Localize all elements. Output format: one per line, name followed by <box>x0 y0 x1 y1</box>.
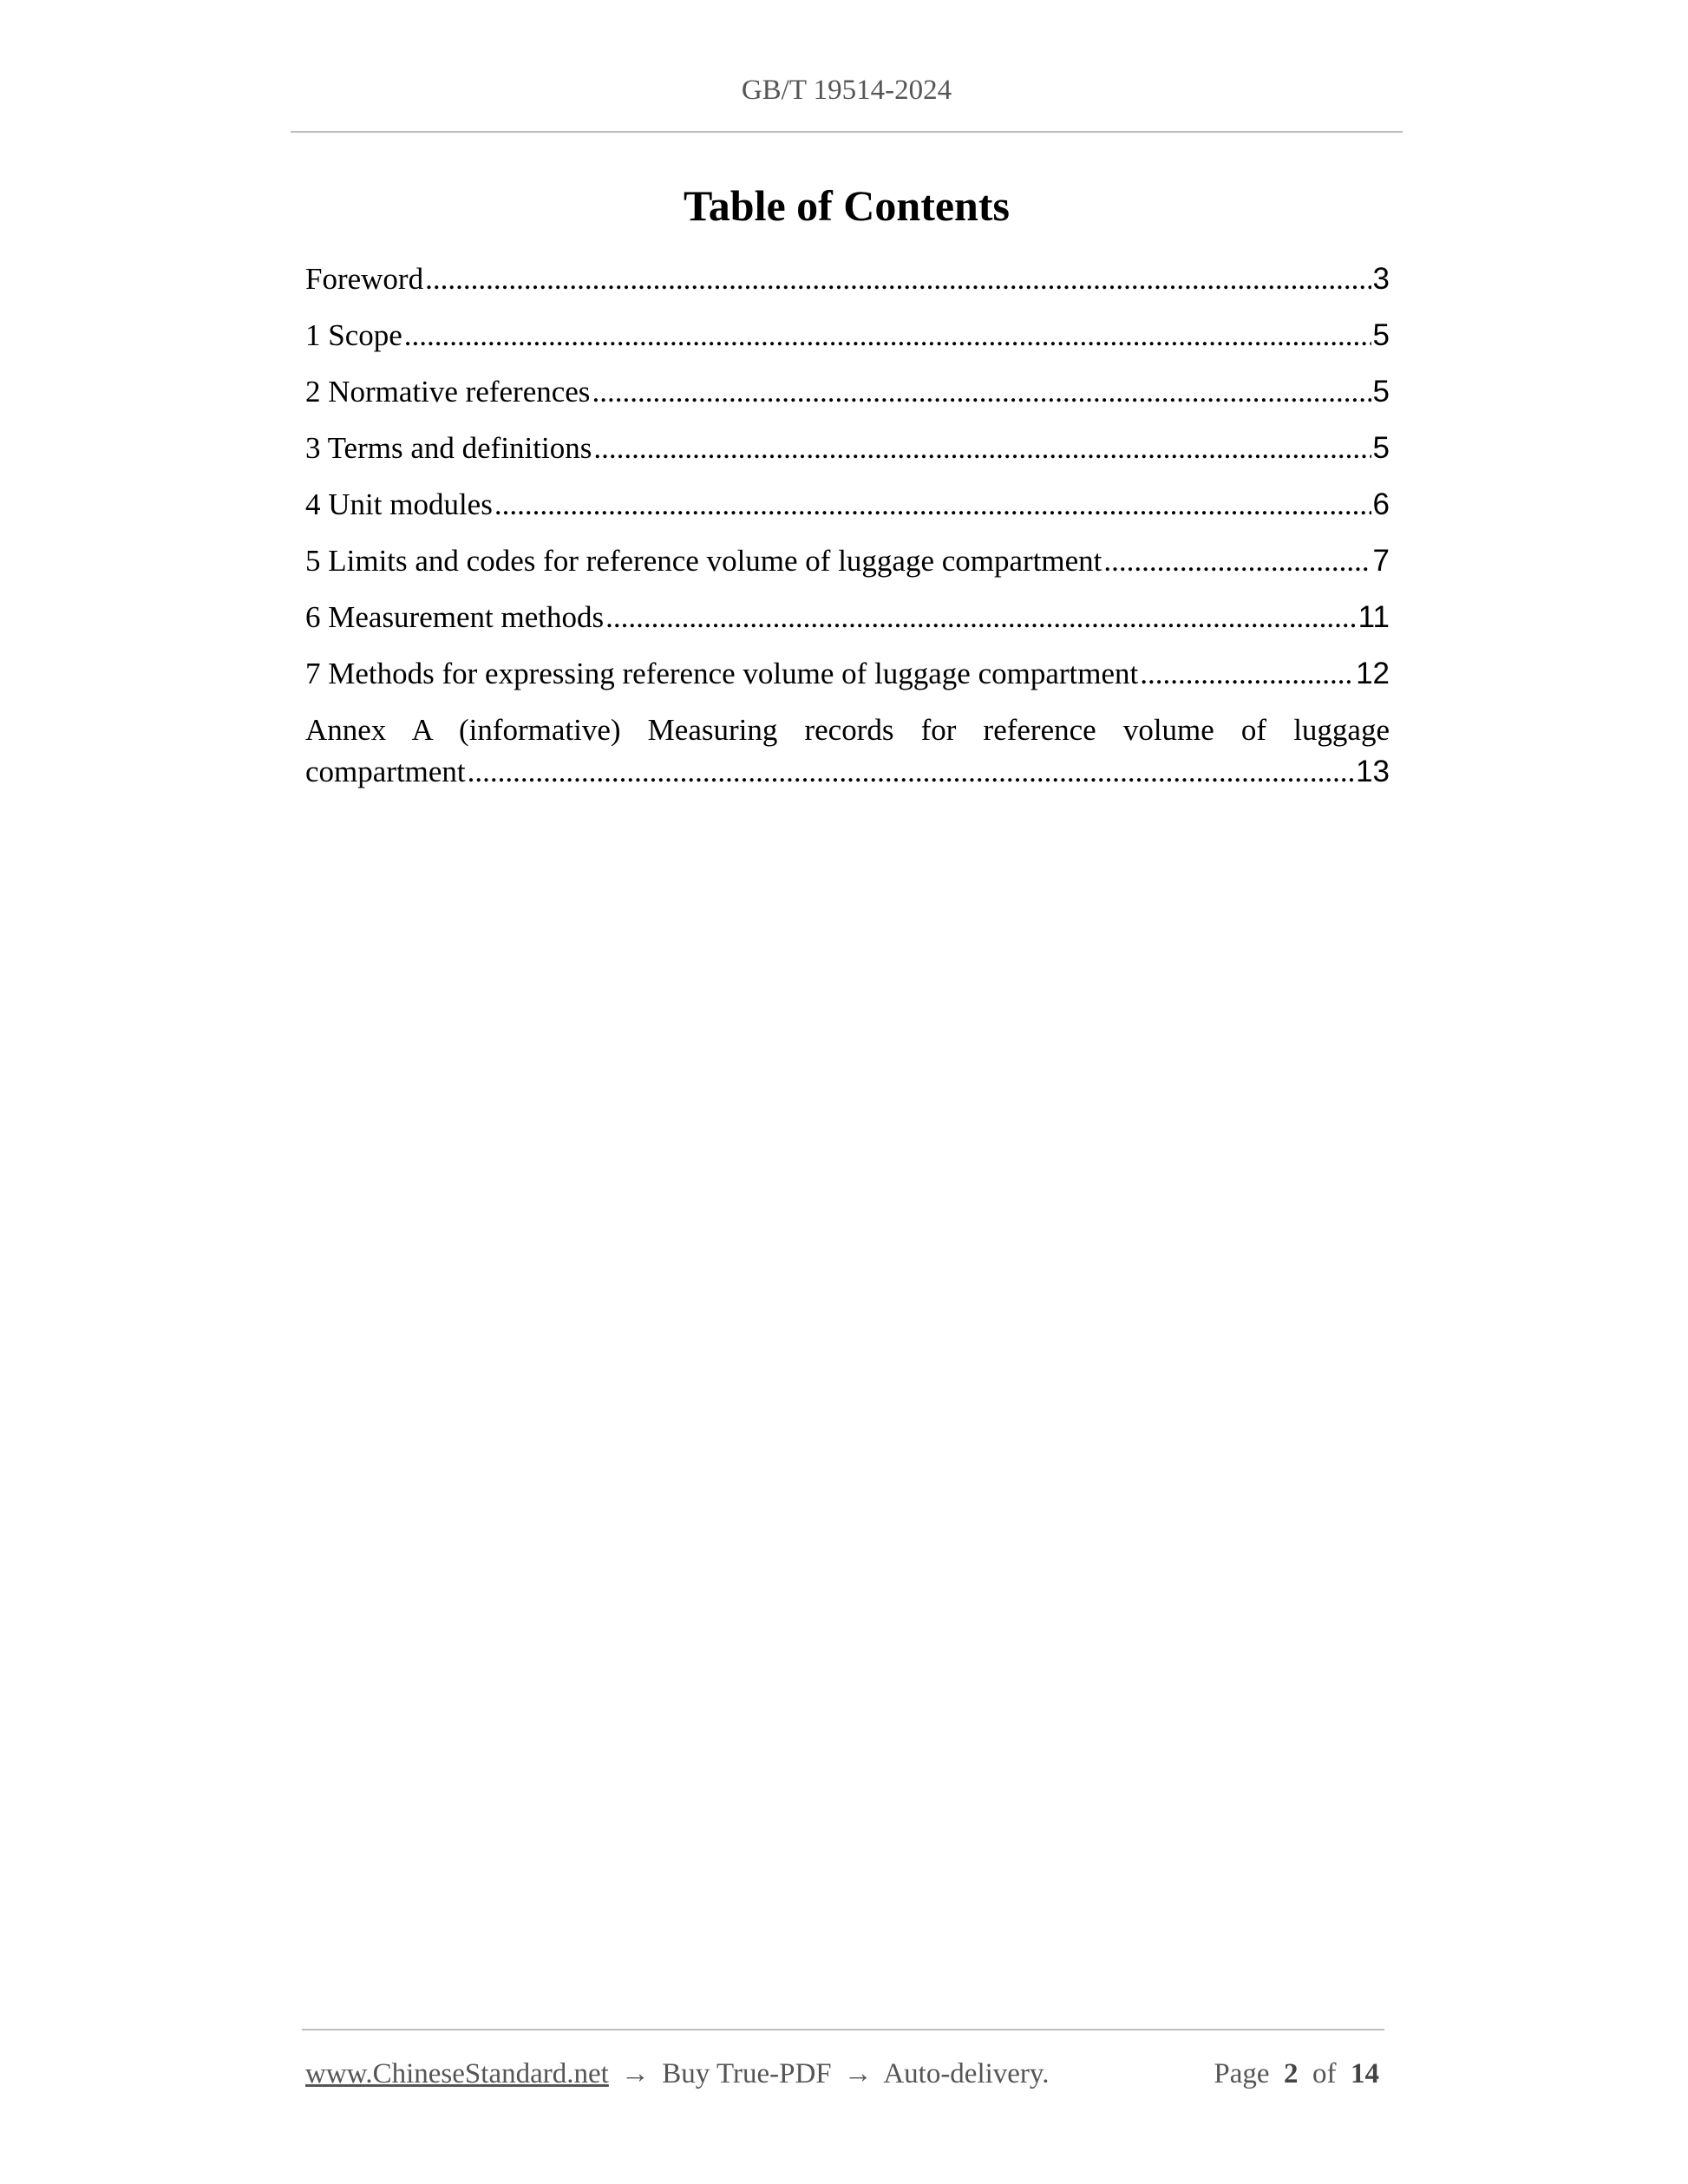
footer-promo <box>305 2058 1050 2090</box>
toc-entry-label: 4 Unit modules <box>305 487 493 521</box>
toc-entry-page: 5 <box>1372 431 1390 465</box>
toc-leader-dots <box>1140 653 1354 695</box>
toc-leader-dots <box>425 258 1371 300</box>
page-word: Page <box>1214 2058 1270 2089</box>
toc-entry-page: 13 <box>1356 755 1390 788</box>
toc-leader-dots <box>592 371 1371 413</box>
toc-entry-unit-modules[interactable] <box>305 484 1390 526</box>
toc-entry-limits-codes[interactable] <box>305 540 1390 582</box>
toc-entry-label: 2 Normative references <box>305 375 591 409</box>
toc-entry-page: 5 <box>1372 375 1390 409</box>
toc-leader-dots <box>605 597 1357 638</box>
toc-entry-annex-a[interactable] <box>305 709 1390 793</box>
toc-entry-page: 3 <box>1372 262 1390 296</box>
toc-entry-label: 3 Terms and definitions <box>305 431 592 465</box>
toc-leader-dots <box>468 751 1354 793</box>
toc-leader-dots <box>1103 540 1371 582</box>
toc-entry-label: 6 Measurement methods <box>305 600 605 634</box>
toc-entry-page: 5 <box>1372 318 1390 352</box>
toc-entry-expressing-methods[interactable] <box>305 653 1390 695</box>
toc-entry-label: 7 Methods for expressing reference volume of luggage compartment <box>305 657 1139 690</box>
toc-entry-measurement-methods[interactable] <box>305 597 1390 638</box>
buy-pdf-text: Buy True-PDF <box>662 2058 832 2089</box>
toc-entry-normative-references[interactable] <box>305 371 1390 413</box>
of-word: of <box>1312 2058 1337 2089</box>
total-pages: 14 <box>1351 2058 1379 2089</box>
table-of-contents <box>305 258 1390 793</box>
toc-leader-dots <box>404 315 1371 356</box>
current-page: 2 <box>1284 2058 1299 2089</box>
toc-entry-line2 <box>305 751 1390 793</box>
arrow-right-icon: → <box>843 2058 873 2089</box>
toc-entry-page: 11 <box>1358 600 1390 634</box>
toc-entry-label-line1: Annex A (informative) Measuring records for reference volume of luggage <box>305 713 1390 747</box>
page-header <box>291 0 1403 133</box>
toc-entry-page: 6 <box>1372 487 1390 521</box>
toc-entry-foreword[interactable] <box>305 258 1390 300</box>
toc-entry-page: 7 <box>1372 544 1390 578</box>
toc-title: Table of Contents <box>684 181 1010 230</box>
auto-delivery-text: Auto-delivery. <box>883 2058 1050 2089</box>
page-number <box>1214 2058 1379 2090</box>
toc-entry-label: 1 Scope <box>305 318 402 352</box>
toc-entry-label-line2: compartment <box>305 755 466 788</box>
standard-code: GB/T 19514-2024 <box>741 75 952 106</box>
toc-entry-page: 12 <box>1356 657 1390 690</box>
toc-entry-label: 5 Limits and codes for reference volume of luggage compartment <box>305 544 1102 578</box>
toc-entry-terms-definitions[interactable] <box>305 428 1390 469</box>
toc-entry-label: Foreword <box>305 262 424 296</box>
toc-leader-dots <box>494 484 1371 526</box>
website-link[interactable]: www.ChineseStandard.net <box>305 2058 609 2089</box>
page-footer <box>302 2029 1384 2100</box>
toc-leader-dots <box>593 428 1371 469</box>
arrow-right-icon: → <box>621 2058 651 2089</box>
toc-entry-scope[interactable] <box>305 315 1390 356</box>
